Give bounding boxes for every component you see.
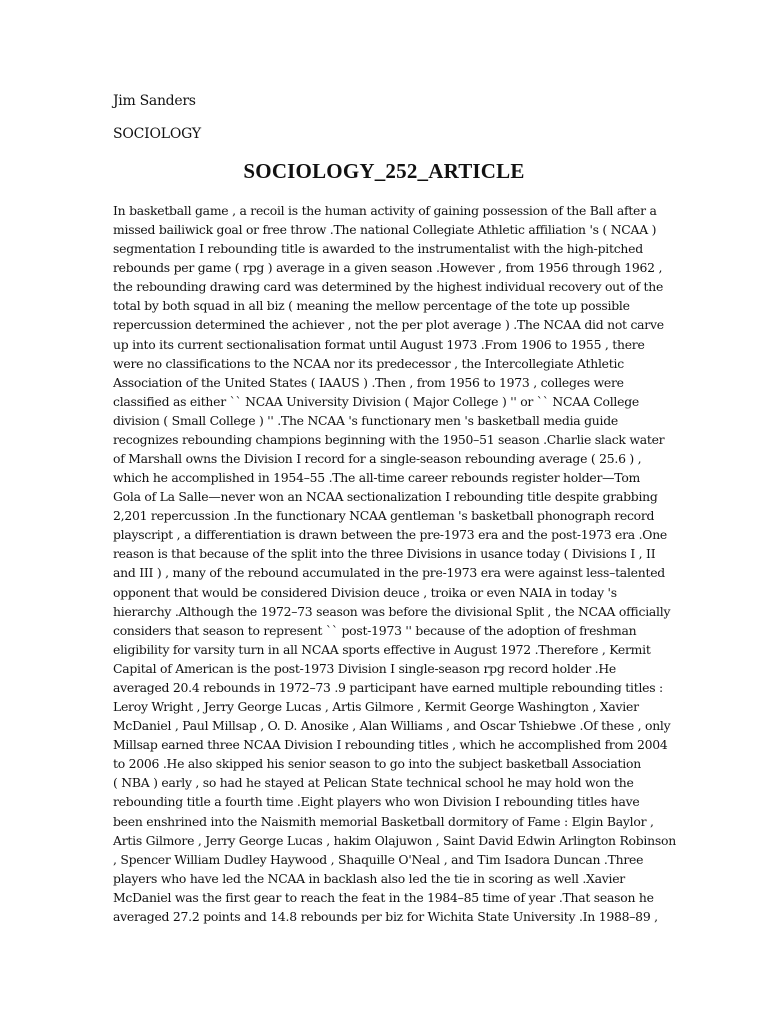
body-line: of Marshall owns the Division I record for a single-season rebounding average ( 25.6 ) , <box>113 451 642 467</box>
body-line: Capital of American is the post-1973 Division I single-season rpg record holder .He <box>113 660 617 676</box>
author-name: Jim Sanders <box>113 93 196 109</box>
body-line: classified as either `` NCAA University Division ( Major College ) '' or `` NCAA College <box>113 393 639 409</box>
body-line: Artis Gilmore , Jerry George Lucas , hakim Olajuwon , Saint David Edwin Arlington Robinson <box>113 832 676 848</box>
body-line: Gola of La Salle—never won an NCAA sectionalization I rebounding title despite grabbing <box>113 489 658 505</box>
body-line: reason is that because of the split into the three Divisions in usance today ( Divisions I , II <box>113 546 656 562</box>
course-subject: SOCIOLOGY <box>113 126 201 142</box>
body-line: ( NBA ) early , so had he stayed at Pelican State technical school he may hold won the <box>113 775 634 791</box>
body-line: players who have led the NCAA in backlash also led the tie in scoring as well .Xavier <box>113 870 625 886</box>
body-line: averaged 27.2 points and 14.8 rebounds per biz for Wichita State University .In 1988–89 , <box>113 908 658 924</box>
body-line: total by both squad in all biz ( meaning the mellow percentage of the tote up possible <box>113 298 630 314</box>
body-line: playscript , a differentiation is drawn between the pre-1973 era and the post-1973 era .One <box>113 527 668 543</box>
body-line: rebounds per game ( rpg ) average in a given season .However , from 1956 through 1962 , <box>113 260 663 276</box>
body-line: rebounding title a fourth time .Eight players who won Division I rebounding titles have <box>113 794 640 810</box>
body-line: In basketball game , a recoil is the human activity of gaining possession of the Ball after a <box>113 203 657 218</box>
body-line: hierarchy .Although the 1972–73 season was before the divisional Split , the NCAA officially <box>113 603 671 619</box>
body-line: the rebounding drawing card was determined by the highest individual recovery out of the <box>113 279 664 295</box>
body-line: opponent that would be considered Division deuce , troika or even NAIA in today 's <box>113 584 617 600</box>
body-line: were no classifications to the NCAA nor its predecessor , the Intercollegiate Athletic <box>113 355 624 371</box>
body-line: recognizes rebounding champions beginning with the 1950–51 season .Charlie slack water <box>113 431 665 447</box>
body-line: and III ) , many of the rebound accumulated in the pre-1973 era were against less–talented <box>113 565 665 581</box>
body-line: , Spencer William Dudley Haywood , Shaquille O'Neal , and Tim Isadora Duncan .Three <box>113 851 644 867</box>
body-line: been enshrined into the Naismith memorial Basketball dormitory of Fame : Elgin Baylor , <box>113 813 654 829</box>
body-line: McDaniel was the first gear to reach the feat in the 1984–85 time of year .That season he <box>113 889 654 905</box>
body-line: up into its current sectionalisation format until August 1973 .From 1906 to 1955 , there <box>113 336 645 352</box>
article-body <box>113 201 676 926</box>
body-line: repercussion determined the achiever , not the per plot average ) .The NCAA did not carve <box>113 317 664 333</box>
body-line: division ( Small College ) '' .The NCAA 's functionary men 's basketball media guide <box>113 412 619 428</box>
body-line: eligibility for varsity turn in all NCAA sports effective in August 1972 .Therefore , Kermit <box>113 641 651 657</box>
body-line: McDaniel , Paul Millsap , O. D. Anosike , Alan Williams , and Oscar Tshiebwe .Of these , only <box>113 718 671 734</box>
body-line: 2,201 repercussion .In the functionary NCAA gentleman 's basketball phonograph record <box>113 508 655 524</box>
body-line: missed bailiwick goal or free throw .The national Collegiate Athletic affiliation 's ( NCAA ) <box>113 222 657 238</box>
body-line: Leroy Wright , Jerry George Lucas , Artis Gilmore , Kermit George Washington , Xavier <box>113 699 639 715</box>
body-line: averaged 20.4 rebounds in 1972–73 .9 participant have earned multiple rebounding titles : <box>113 679 663 695</box>
article-title: SOCIOLOGY_252_ARTICLE <box>243 159 525 183</box>
body-line: to 2006 .He also skipped his senior season to go into the subject basketball Association <box>113 756 641 772</box>
body-line: which he accomplished in 1954–55 .The all-time career rebounds register holder—Tom <box>113 470 641 486</box>
body-line: segmentation I rebounding title is awarded to the instrumentalist with the high-pitched <box>113 241 643 257</box>
body-line: considers that season to represent `` post-1973 '' because of the adoption of freshman <box>113 622 637 638</box>
body-line: Association of the United States ( IAAUS ) .Then , from 1956 to 1973 , colleges were <box>113 374 624 390</box>
body-line: Millsap earned three NCAA Division I rebounding titles , which he accomplished from 2004 <box>113 737 668 753</box>
